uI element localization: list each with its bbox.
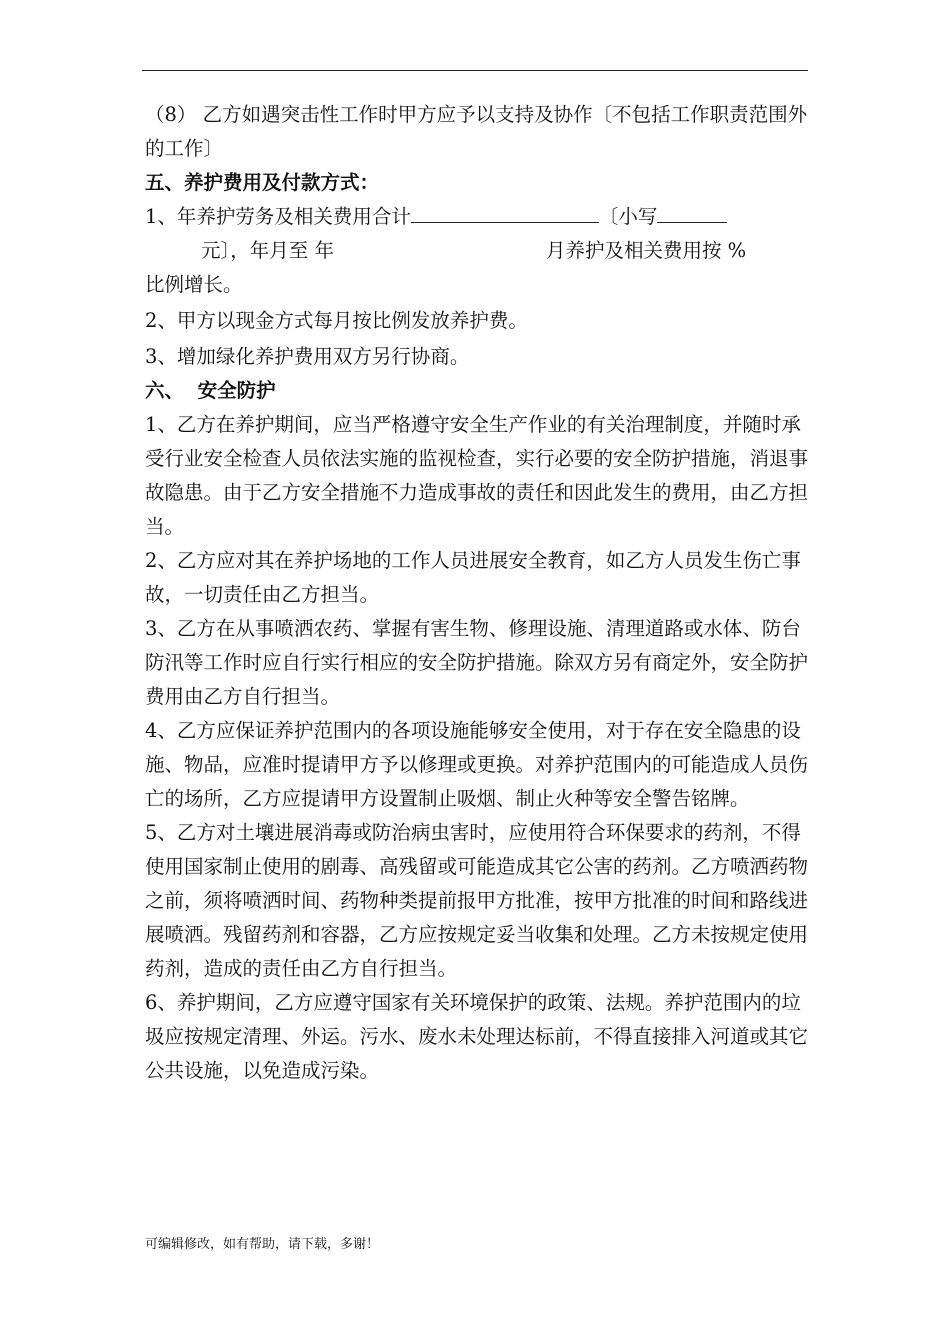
- section-6-item-5: 5、乙方对土壤进展消毒或防治病虫害时，应使用符合环保要求的药剂，不得使用国家制止使用的剧毒、高残留或可能造成其它公害的药剂。乙方喷洒药物之前，须将喷洒时间、药物种类提前报甲方批准，按甲方批准的时间和路线进展喷洒。残留药剂和容器，乙方应按规定妥当收集和处理。乙方未按规定使用药剂，造成的责任由乙方自行担当。: [145, 821, 809, 980]
- section-6-item-2: 2、乙方应对其在养护场地的工作人员进展安全教育，如乙方人员发生伤亡事故，一切责任由乙方担当。: [145, 549, 801, 606]
- section-5-item-2: 2、甲方以现金方式每月按比例发放养护费。: [145, 309, 528, 332]
- fee-total-blank[interactable]: [411, 200, 599, 223]
- item-8: （8） 乙方如遇突击性工作时甲方应予以支持及协作〔不包括工作职责范围外的工作〕: [145, 103, 808, 160]
- fee-total-label: 1、年养护劳务及相关费用合计: [145, 205, 411, 228]
- section-6-heading: 六、 安全防护: [145, 379, 276, 402]
- section-6-item-6: 6、养护期间，乙方应遵守国家有关环境保护的政策、法规。养护范围内的垃圾应按规定清理、外运。污水、废水未处理达标前，不得直接排入河道或其它公共设施，以免造成污染。: [145, 991, 809, 1082]
- section-5-item-3: 3、增加绿化养护费用双方另行协商。: [145, 345, 470, 368]
- fee-unit-period: 元〕，年月至 年: [201, 239, 334, 262]
- document-body: [145, 98, 810, 1088]
- section-5-item-1-end: 比例增长。: [145, 273, 243, 296]
- section-6-item-1: 1、乙方在养护期间，应当严格遵守安全生产作业的有关治理制度，并随时承受行业安全检查人员依法实施的监视检查，实行必要的安全防护措施，消退事故隐患。由于乙方安全措施不力造成事故的责任和因此发生的费用，由乙方担当。: [145, 413, 809, 538]
- fee-lowercase-blank[interactable]: [657, 200, 727, 223]
- fee-lowercase-label: 〔小写: [598, 205, 658, 228]
- section-6-item-3: 3、乙方在从事喷洒农药、掌握有害生物、修理设施、清理道路或水体、防台防汛等工作时应自行实行相应的安全防护措施。除双方另有商定外，安全防护费用由乙方自行担当。: [145, 617, 809, 708]
- section-6-item-4: 4、乙方应保证养护范围内的各项设施能够安全使用，对于存在安全隐患的设施、物品，应准时提请甲方予以修理或更换。对养护范围内的可能造成人员伤亡的场所，乙方应提请甲方设置制止吸烟、制止火种等安全警告铭牌。: [145, 719, 809, 810]
- section-5-item-1-cont: [145, 234, 810, 268]
- section-5-heading: 五、养护费用及付款方式：: [145, 171, 380, 194]
- fee-increase-label: 月养护及相关费用按 %: [545, 239, 747, 262]
- footer-note: 可编辑修改，如有帮助，请下载，多谢！: [145, 1237, 380, 1252]
- header-rule: [142, 70, 808, 71]
- section-5-item-1: [145, 200, 810, 234]
